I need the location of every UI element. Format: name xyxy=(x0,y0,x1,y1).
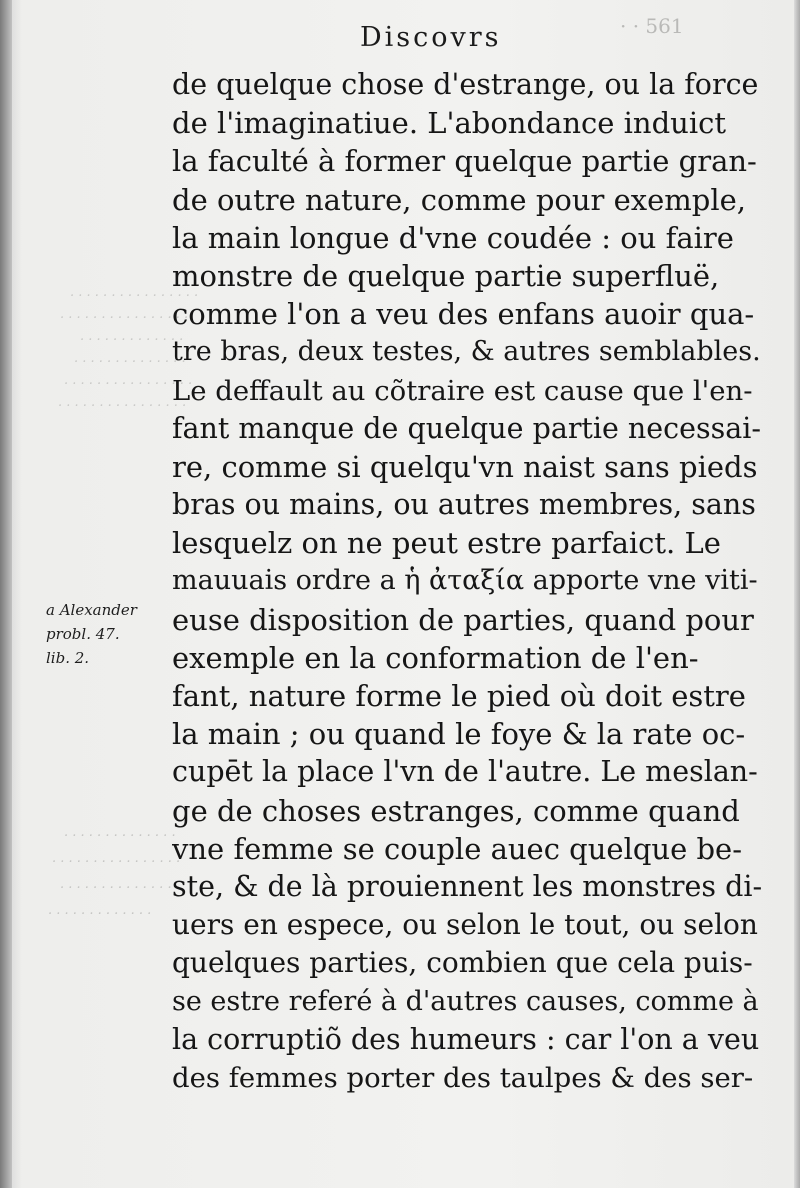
page-edge xyxy=(794,0,800,1188)
bleed-through-notes-lower: . . . . . . . . . . . . . . . . . . . . . . . . . . . . . . . . . . . . . . . . . . . . . . . . . . . . . . . . . . xyxy=(48,825,181,918)
text-line: ste, & de là prouiennent les monstres di- xyxy=(172,869,762,903)
text-line: euse disposition de parties, quand pour xyxy=(172,602,754,637)
running-head: Discovrs xyxy=(360,22,502,53)
text-line: de outre nature, comme pour exemple, xyxy=(172,182,746,217)
text-line: Le deffault au cõtraire est cause que l'en- xyxy=(172,374,753,407)
text-line: re, comme si quelqu'vn naist sans pieds xyxy=(172,449,758,484)
margin-note xyxy=(46,598,137,670)
text-line: tre bras, deux testes, & autres semblables. xyxy=(172,336,761,368)
text-line: de l'imaginatiue. L'abondance induict xyxy=(172,106,727,141)
binding-gutter xyxy=(0,0,12,1188)
text-line: quelques parties, combien que cela puis- xyxy=(172,946,753,980)
margin-note-line: probl. 47. xyxy=(46,625,120,643)
text-line: la main ; ou quand le foye & la rate oc- xyxy=(172,717,746,752)
text-line: de quelque chose d'estrange, ou la force xyxy=(172,68,759,101)
text-line: bras ou mains, ou autres membres, sans xyxy=(172,488,756,522)
text-line: fant, nature forme le pied où doit estre xyxy=(172,679,746,713)
text-line: lesquelz on ne peut estre parfaict. Le xyxy=(172,526,721,561)
margin-note-line: lib. 2. xyxy=(46,649,90,667)
bleed-through-folio: · · 561 xyxy=(620,14,684,38)
text-line: des femmes porter des taulpes & des ser- xyxy=(172,1061,754,1094)
text-line: la corruptiõ des humeurs : car l'on a veu xyxy=(172,1022,760,1056)
text-line: fant manque de quelque partie necessai- xyxy=(172,411,761,445)
text-line: comme l'on a veu des enfans auoir qua- xyxy=(172,297,755,332)
text-line: la faculté à former quelque partie gran- xyxy=(172,144,757,179)
bleed-through-notes: . . . . . . . . . . . . . . . . . . . . . . . . . . . . . . . . . . . . . . . . . . . . . . . . . . . . . . . . . . . . . . . . . . . . . . . . . . . . . . . . . . . . . . . . . . . xyxy=(58,285,199,410)
text-line: monstre de quelque partie superfluë, xyxy=(172,258,720,293)
text-line: ge de choses estranges, comme quand xyxy=(172,793,740,828)
body-text xyxy=(172,66,762,1097)
text-line: mauuais ordre a ἡ ἀταξία apporte vne viti- xyxy=(172,565,758,597)
text-line: uers en espece, ou selon le tout, ou selon xyxy=(172,908,758,942)
text-line: vne femme se couple auec quelque be- xyxy=(172,831,742,866)
text-line: la main longue d'vne coudée : ou faire xyxy=(172,220,734,255)
margin-note-line: a Alexander xyxy=(46,601,137,619)
text-line: exemple en la conformation de l'en- xyxy=(172,640,699,675)
text-line: se estre referé à d'autres causes, comme à xyxy=(172,985,759,1017)
text-line: cupēt la place l'vn de l'autre. Le meslan- xyxy=(172,755,758,789)
